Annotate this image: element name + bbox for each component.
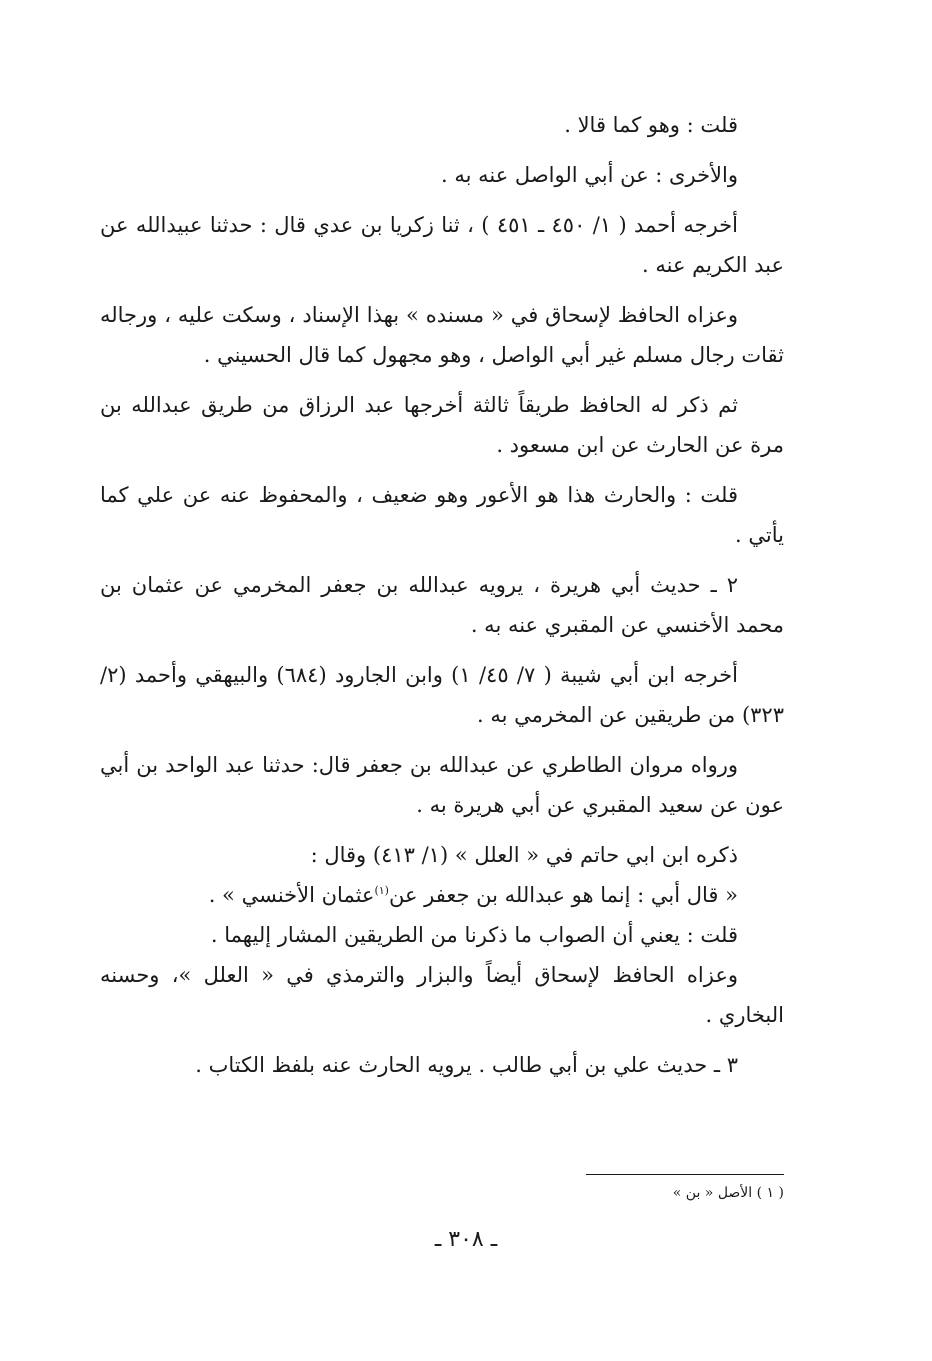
paragraph: ورواه مروان الطاطري عن عبدالله بن جعفر قال: حدثنا عبد الواحد بن أبي عون عن سعيد المقبري عن أبي هريرة به . — [100, 753, 784, 817]
quote-line: قلت : يعني أن الصواب ما ذكرنا من الطريقين المشار إليهما . — [210, 923, 738, 947]
paragraph: أخرجه أحمد ( ١/ ٤٥٠ ـ ٤٥١ ) ، ثنا زكريا بن عدي قال : حدثنا عبيدالله عن عبد الكريم عنه . — [100, 213, 784, 277]
paragraph: وعزاه الحافظ لإسحاق في « مسنده » بهذا الإسناد ، وسكت عليه ، ورجاله ثقات رجال مسلم غير أبي الواصل ، وهو مجهول كما قال الحسيني . — [100, 303, 784, 367]
footnote-divider — [586, 1174, 784, 1175]
quote-text: عثمان الأخنسي » . — [208, 883, 375, 907]
page-number: ـ ٣٠٨ ـ — [434, 1227, 498, 1252]
paragraph: قلت : وهو كما قالا . — [564, 113, 738, 137]
paragraph: والأخرى : عن أبي الواصل عنه به . — [440, 163, 738, 187]
quote-line — [100, 875, 784, 915]
paragraph: ٣ ـ حديث علي بن أبي طالب . يرويه الحارث عنه بلفظ الكتاب . — [195, 1053, 738, 1077]
paragraph: ثم ذكر له الحافظ طريقاً ثالثة أخرجها عبد الرزاق من طريق عبدالله بن مرة عن الحارث عن ابن مسعود . — [100, 393, 784, 457]
main-text — [100, 105, 784, 1095]
paragraph: وعزاه الحافظ لإسحاق أيضاً والبزار والترمذي في « العلل »، وحسنه البخاري . — [100, 963, 784, 1027]
paragraph: ٢ ـ حديث أبي هريرة ، يرويه عبدالله بن جعفر المخرمي عن عثمان بن محمد الأخنسي عن المقبري عنه به . — [100, 573, 784, 637]
quote-text: « قال أبي : إنما هو عبدالله بن جعفر عن — [388, 883, 738, 907]
paragraph: قلت : والحارث هذا هو الأعور وهو ضعيف ، والمحفوظ عنه عن علي كما يأتي . — [100, 483, 784, 547]
footnote: ( ١ ) الأصل « بن » — [672, 1185, 784, 1201]
quote-line: ذكره ابن ابي حاتم في « العلل » (١/ ٤١٣) وقال : — [310, 843, 738, 867]
footnote-reference: (١) — [374, 884, 389, 897]
paragraph: أخرجه ابن أبي شيبة ( ٧/ ٤٥/ ١) وابن الجارود (٦٨٤) والبيهقي وأحمد (٢/ ٣٢٣) من طريقين عن المخرمي به . — [100, 663, 784, 727]
